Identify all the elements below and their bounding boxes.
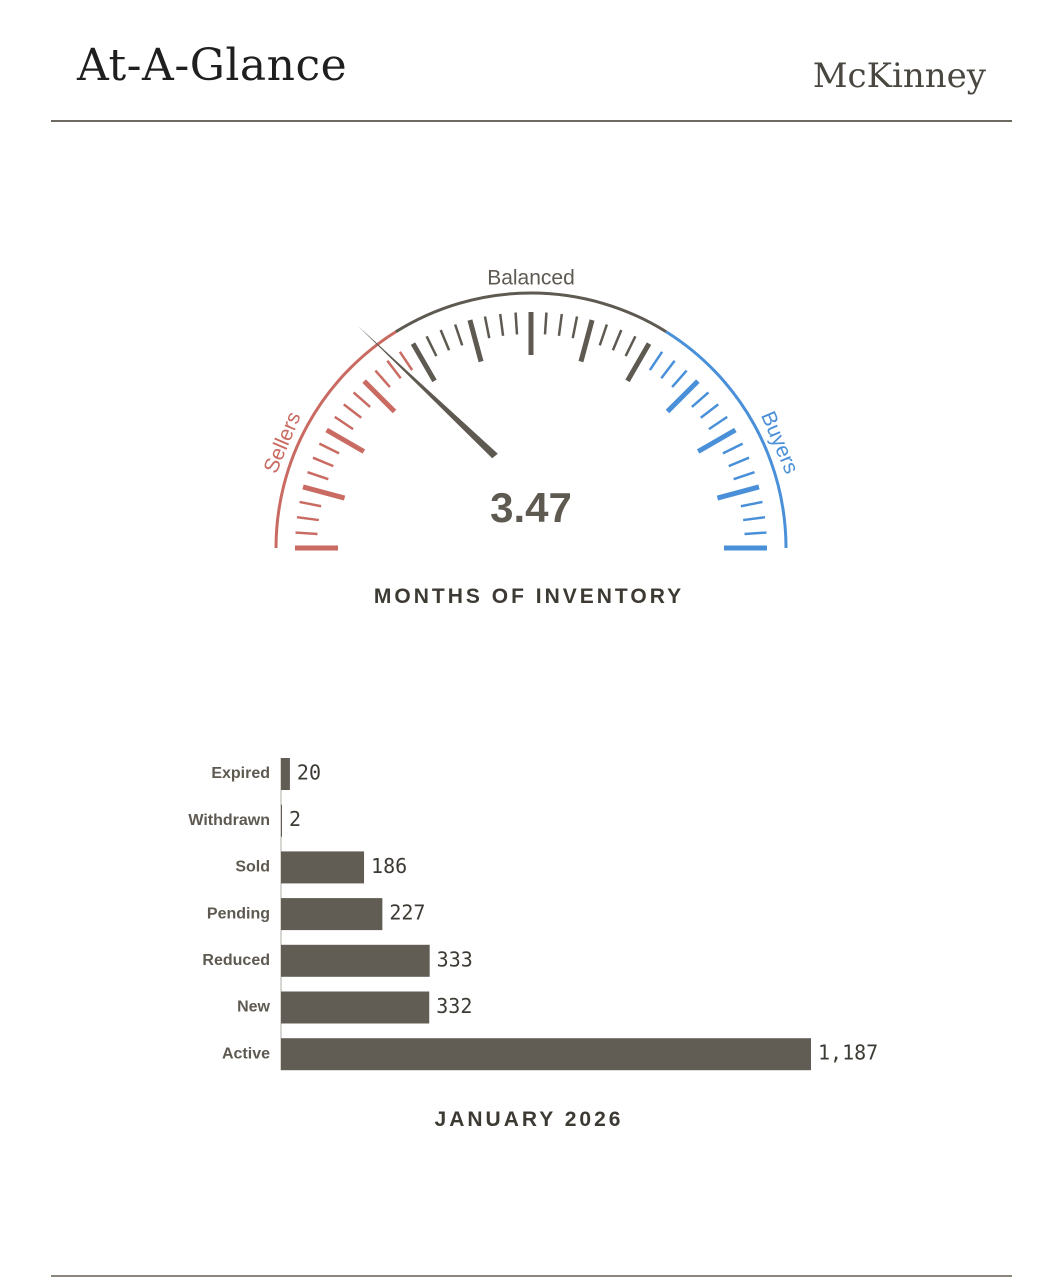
bars-svg — [0, 740, 1058, 1090]
gauge-tick — [485, 317, 489, 339]
gauge-zone-label-buyers: Buyers — [756, 407, 803, 478]
bar-value-label: 333 — [436, 947, 473, 972]
gauge-tick — [650, 352, 662, 370]
bar-value-label: 1,187 — [818, 1040, 879, 1065]
gauge-tick — [313, 458, 333, 466]
gauge-tick — [672, 371, 687, 388]
listing-bar-chart — [0, 740, 1058, 1090]
gauge-tick — [741, 502, 763, 506]
location-name: McKinney — [812, 56, 986, 96]
bar-value-label: 186 — [371, 853, 408, 878]
gauge-zone-label-sellers: Sellers — [259, 408, 306, 477]
gauge-tick — [698, 430, 735, 452]
gauge-tick — [581, 320, 592, 362]
gauge-tick — [470, 320, 481, 362]
gauge-tick — [626, 336, 636, 356]
gauge-tick — [327, 430, 364, 452]
gauge-value: 3.47 — [490, 484, 572, 531]
gauge-tick — [354, 392, 371, 407]
bar-pending — [281, 898, 382, 930]
gauge-tick — [303, 487, 345, 498]
gauge-tick — [545, 313, 546, 335]
gauge-tick — [500, 314, 503, 336]
gauge-tick — [692, 392, 709, 407]
bar-active — [281, 1038, 811, 1070]
gauge-tick — [709, 417, 727, 429]
gauge-tick — [344, 404, 361, 417]
gauge-tick — [701, 404, 718, 417]
bar-category-label: New — [237, 998, 270, 1016]
bar-value-label: 2 — [289, 807, 302, 832]
bar-category-label: Reduced — [202, 952, 270, 970]
gauge-tick — [743, 517, 765, 520]
gauge-tick — [297, 517, 319, 520]
gauge-tick — [375, 371, 390, 388]
gauge-tick — [745, 533, 767, 534]
gauge-tick — [613, 330, 621, 350]
gauge-zone-label-balanced: Balanced — [487, 266, 575, 290]
gauge-tick — [296, 533, 318, 534]
gauge-tick — [600, 325, 607, 346]
page-title: At-A-Glance — [77, 40, 348, 91]
bar-chart-caption: JANUARY 2026 — [434, 1108, 624, 1131]
bar-category-label: Active — [221, 1045, 270, 1063]
bar-sold — [281, 851, 364, 883]
gauge-tick — [723, 444, 743, 454]
bar-new — [281, 992, 429, 1024]
gauge-tick — [573, 317, 577, 339]
bar-category-label: Pending — [206, 905, 270, 923]
gauge-tick — [729, 458, 749, 466]
bar-value-label: 20 — [296, 760, 322, 785]
gauge-tick — [717, 487, 759, 498]
gauge-tick — [441, 330, 449, 350]
bar-category-label: Expired — [211, 765, 270, 783]
gauge-tick — [661, 361, 674, 378]
gauge-tick — [335, 417, 353, 429]
gauge-tick — [308, 472, 329, 479]
gauge-tick — [319, 444, 339, 454]
gauge-tick — [300, 502, 322, 506]
bar-category-label: Sold — [235, 858, 270, 876]
gauge-tick — [734, 472, 755, 479]
gauge-tick — [559, 314, 562, 336]
gauge-tick — [628, 344, 650, 381]
gauge-tick — [427, 336, 437, 356]
gauge-tick — [413, 344, 435, 381]
bar-category-label: Withdrawn — [188, 811, 270, 829]
bar-withdrawn — [281, 805, 282, 837]
bar-expired — [281, 758, 290, 790]
gauge-caption: MONTHS OF INVENTORY — [373, 585, 685, 608]
footer-divider — [51, 1275, 1012, 1277]
gauge-tick — [516, 313, 517, 335]
gauge-tick — [455, 325, 462, 346]
bar-reduced — [281, 945, 430, 977]
bar-value-label: 332 — [436, 994, 473, 1018]
bar-value-label: 227 — [389, 900, 426, 925]
